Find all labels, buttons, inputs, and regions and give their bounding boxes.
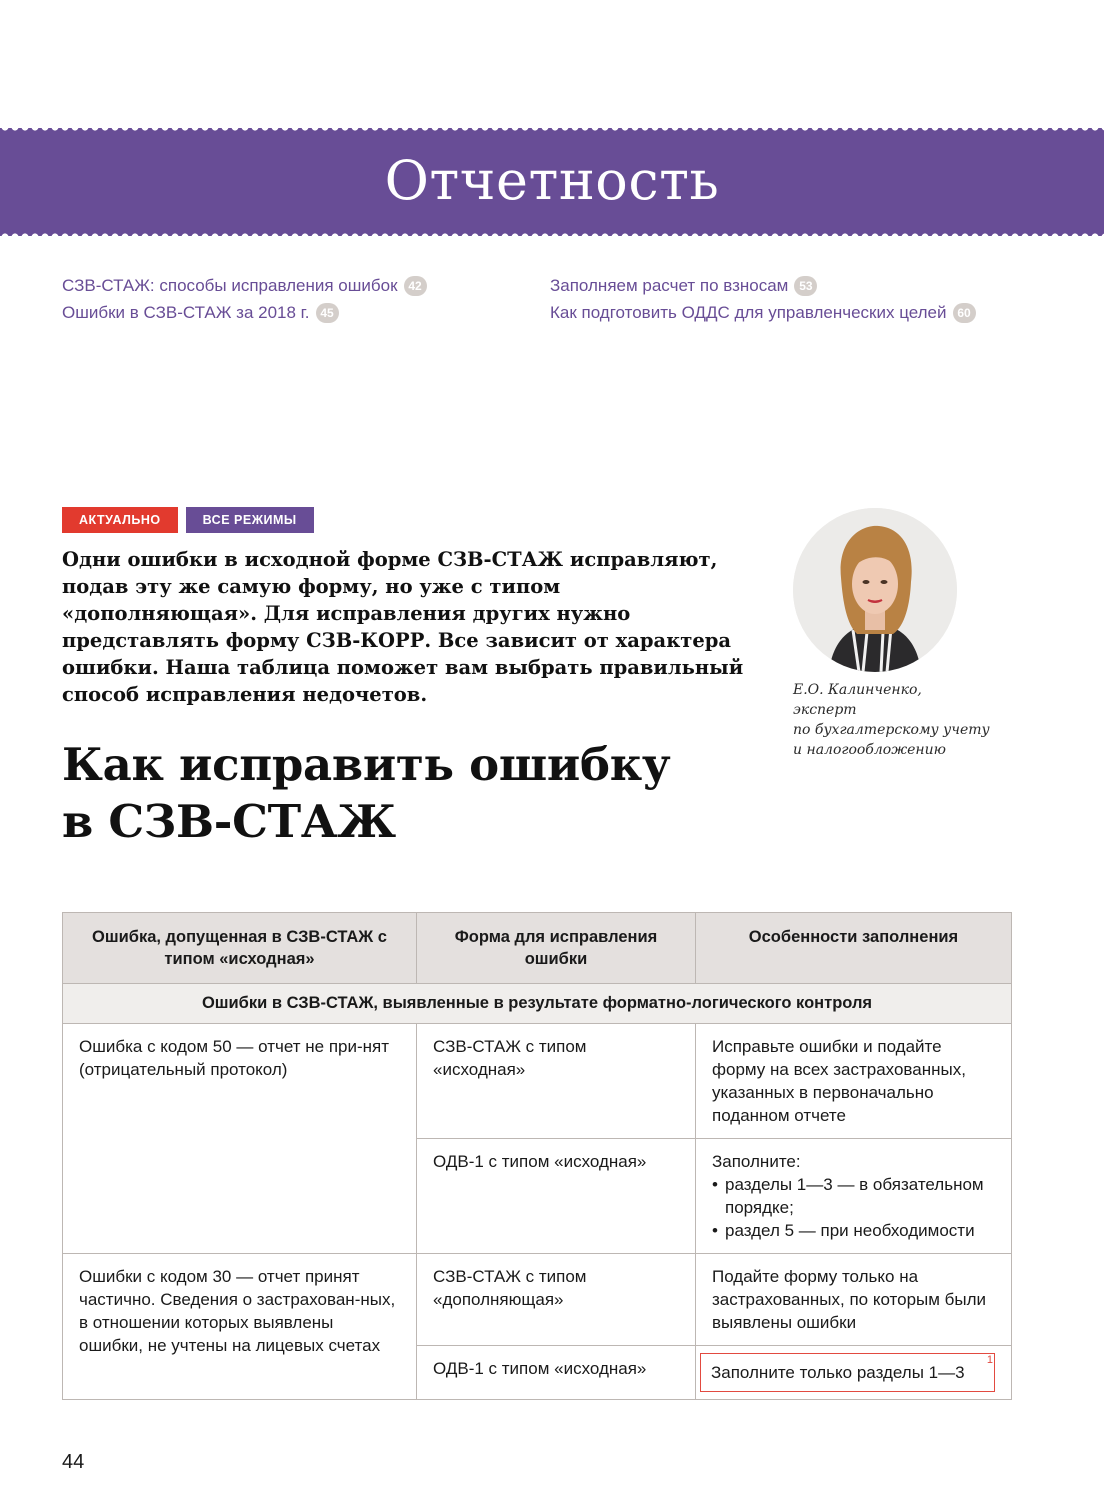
table-header-row: [63, 913, 1012, 984]
author-portrait-illustration: [793, 508, 957, 672]
toc-link-szv-errors-2018[interactable]: [62, 299, 427, 326]
table-row: [63, 1254, 1012, 1346]
annotation-mark: 1: [986, 1354, 993, 1366]
fill-notes: [696, 1139, 1012, 1254]
toc-page-badge: 60: [953, 303, 976, 323]
tag-all-regimes: ВСЕ РЕЖИМЫ: [186, 507, 314, 533]
fill-notes-intro: Заполните:: [712, 1152, 801, 1171]
banner-top-edge: [0, 128, 1104, 133]
table-row: [63, 1024, 1012, 1139]
error-description: Ошибка с кодом 50 — отчет не при-нят (отрицательный протокол): [63, 1024, 417, 1254]
author-caption: [793, 680, 1013, 760]
article-headline: [62, 736, 762, 850]
headline-line: Как исправить ошибку: [62, 738, 671, 791]
toc-link-label: СЗВ-СТАЖ: способы исправления ошибок: [62, 275, 398, 295]
author-name: Е.О. Калинченко,: [793, 682, 922, 698]
toc-link-odds[interactable]: [550, 299, 976, 326]
page-number: 44: [62, 1451, 85, 1473]
author-role: эксперт: [793, 702, 857, 718]
headline-line: в СЗВ-СТАЖ: [62, 795, 396, 848]
toc-page-badge: 45: [316, 303, 339, 323]
fix-form: СЗВ-СТАЖ с типом «дополняющая»: [417, 1254, 696, 1346]
toc-link-label: Как подготовить ОДДС для управленческих целей: [550, 302, 947, 322]
article-tags: [62, 507, 314, 533]
highlighted-note-text: Заполните только разделы 1—3: [711, 1363, 965, 1382]
table-section-row: [63, 984, 1012, 1024]
author-photo: [793, 508, 957, 672]
banner-bottom-edge: [0, 231, 1104, 236]
column-header-form: Форма для исправления ошибки: [417, 913, 696, 984]
fill-notes: Подайте форму только на застрахованных, по которым были выявлены ошибки: [696, 1254, 1012, 1346]
section-title: Отчетность: [384, 149, 720, 212]
error-fix-table: [62, 912, 1012, 1400]
list-item: • раздел 5 — при необходимости: [712, 1219, 995, 1242]
fill-notes-list: [712, 1173, 995, 1242]
fill-notes: [696, 1346, 1012, 1400]
toc-link-label: Ошибки в СЗВ-СТАЖ за 2018 г.: [62, 302, 310, 322]
fix-form: ОДВ-1 с типом «исходная»: [417, 1139, 696, 1254]
fix-form: СЗВ-СТАЖ с типом «исходная»: [417, 1024, 696, 1139]
toc-right-column: [550, 272, 976, 326]
author-role: по бухгалтерскому учету: [793, 722, 990, 738]
toc-page-badge: 53: [794, 276, 817, 296]
highlighted-note: [700, 1353, 995, 1392]
fill-notes: Исправьте ошибки и подайте форму на всех застрахованных, указанных в первоначально поданном отчете: [696, 1024, 1012, 1139]
fix-form: ОДВ-1 с типом «исходная»: [417, 1346, 696, 1400]
section-banner: [0, 128, 1104, 236]
column-header-error: Ошибка, допущенная в СЗВ-СТАЖ с типом «исходная»: [63, 913, 417, 984]
section-heading: Ошибки в СЗВ-СТАЖ, выявленные в результате форматно-логического контроля: [63, 984, 1012, 1024]
toc-link-szv-errors-fix[interactable]: [62, 272, 427, 299]
list-item: • разделы 1—3 — в обязательном порядке;: [712, 1173, 995, 1219]
toc-link-contributions[interactable]: [550, 272, 976, 299]
column-header-notes: Особенности заполнения: [696, 913, 1012, 984]
article-lead: Одни ошибки в исходной форме СЗВ-СТАЖ исправляют, подав эту же самую форму, но уже с типом «дополняющая». Для исправления других нужно представлять форму СЗВ-КОРР. Все зависит от характера ошибки. Наша таблица поможет вам выбрать правильный способ исправления недочетов.: [62, 548, 744, 706]
error-description: Ошибки с кодом 30 — отчет принят частично. Сведения о застрахован-ных, в отношении которых выявлены ошибки, не учтены на лицевых счетах: [63, 1254, 417, 1400]
toc-page-badge: 42: [404, 276, 427, 296]
author-role: и налогообложению: [793, 742, 946, 758]
tag-actual: АКТУАЛЬНО: [62, 507, 178, 533]
toc-link-label: Заполняем расчет по взносам: [550, 275, 789, 295]
toc-left-column: [62, 272, 427, 326]
